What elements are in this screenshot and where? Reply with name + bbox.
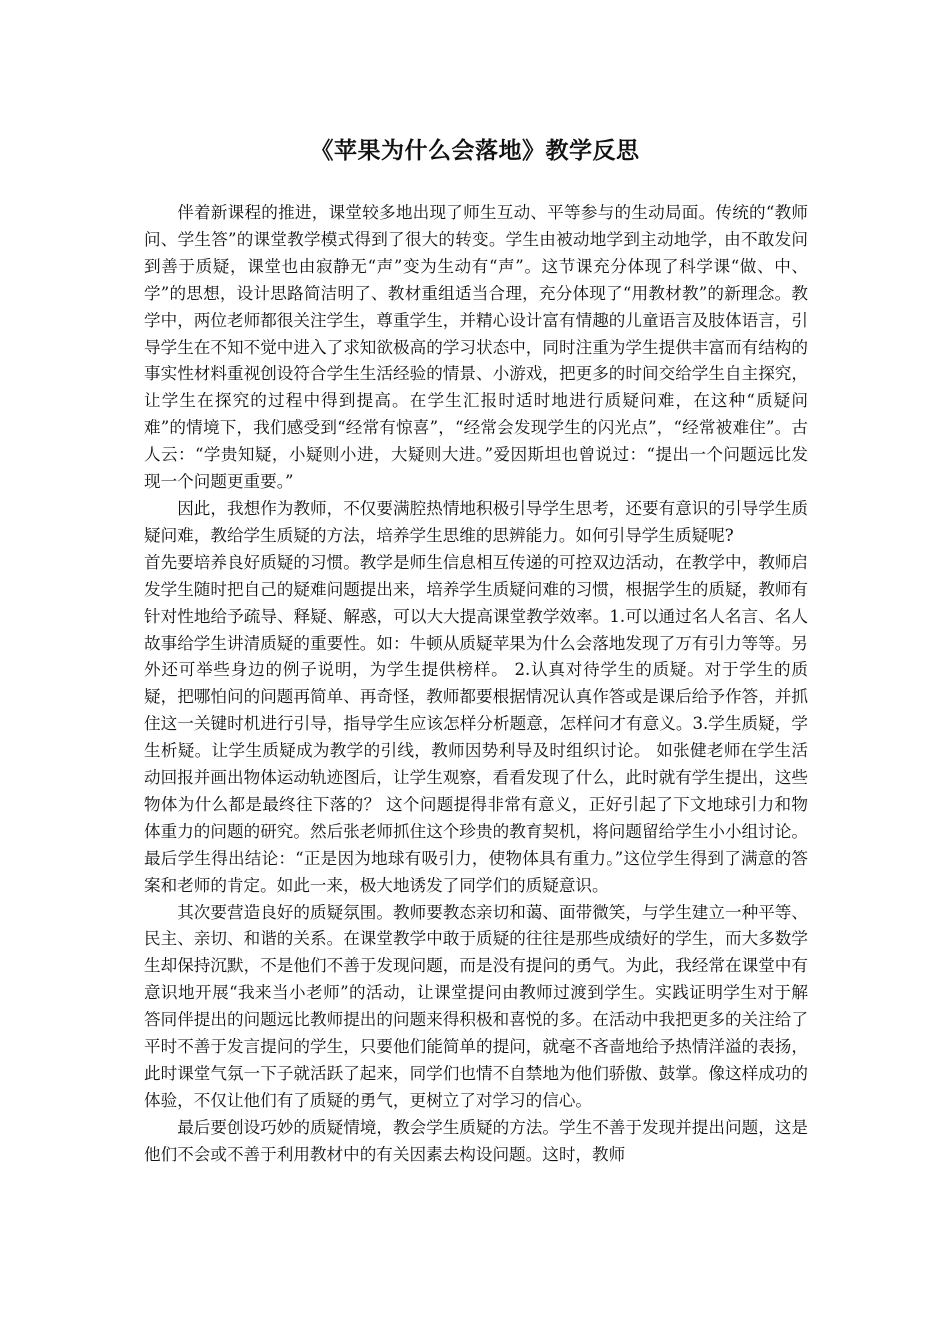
paragraph-2: 因此，我想作为教师，不仅要满腔热情地积极引导学生思考，还要有意识的引导学生质疑问难，教给学生质疑的方法，培养学生思维的思辨能力。如何引导学生质疑呢? <box>144 498 808 545</box>
paragraph-1: 伴着新课程的推进，课堂较多地出现了师生互动、平等参与的生动局面。传统的“教师问、学生答”的课堂教学模式得到了很大的转变。学生由被动地学到主动地学，由不敢发问到善于质疑，课堂也由寂静无“声”变为生动有“声”。这节课充分体现了科学课“做、中、学”的思想，设计思路简洁明了、教材重组适当合理，充分体现了“用教材教”的新理念。教学中，两位老师都很关注学生，尊重学生，并精心设计富有情趣的儿童语言及肢体语言，引导学生在不知不觉中进入了求知欲极高的学习状态中，同时注重为学生提供丰富而有结构的事实性材料重视创设符合学生生活经验的情景、小游戏，把更多的时间交给学生自主探究，让学生在探究的过程中得到提高。在学生汇报时适时地进行质疑问难，在这种“质疑问难”的情境下，我们感受到“经常有惊喜”，“经常会发现学生的闪光点”，“经常被难住”。古人云：“学贵知疑，小疑则小进，大疑则大进。”爱因斯坦也曾说过：“提出一个问题远比发现一个问题更重要。” <box>144 203 808 492</box>
document-body <box>144 200 808 1169</box>
paragraph-5: 最后要创设巧妙的质疑情境，教会学生质疑的方法。学生不善于发现并提出问题，这是他们不会或不善于利用教材中的有关因素去构设问题。这时，教师 <box>144 1117 808 1164</box>
paragraph-3: 首先要培养良好质疑的习惯。教学是师生信息相互传递的可控双边活动，在教学中，教师启发学生随时把自己的疑难问题提出来，培养学生质疑问难的习惯，根据学生的质疑，教师有针对性地给予疏导、释疑、解惑，可以大大提高课堂教学效率。1.可以通过名人名言、名人故事给学生讲清质疑的重要性。如：牛顿从质疑苹果为什么会落地发现了万有引力等等。另外还可举些身边的例子说明，为学生提供榜样。 2.认真对待学生的质疑。对于学生的质疑，把哪怕问的问题再简单、再奇怪，教师都要根据情况认真作答或是课后给予作答，并抓住这一关键时机进行引导，指导学生应该怎样分析题意，怎样问才有意义。3.学生质疑，学生析疑。让学生质疑成为教学的引线，教师因势利导及时组织讨论。 如张健老师在学生活动回报并画出物体运动轨迹图后，让学生观察，看看发现了什么，此时就有学生提出，这些物体为什么都是最终往下落的？ 这个问题提得非常有意义，正好引起了下文地球引力和物体重力的问题的研究。然后张老师抓住这个珍贵的教育契机，将问题留给学生小小组讨论。最后学生得出结论：“正是因为地球有吸引力，使物体具有重力。”这位学生得到了满意的答案和老师的肯定。如此一来，极大地诱发了同学们的质疑意识。 <box>144 552 808 895</box>
document-title: 《苹果为什么会落地》教学反思 <box>310 137 640 164</box>
paragraph-4: 其次要营造良好的质疑氛围。教师要教态亲切和蔼、面带微笑，与学生建立一种平等、民主、亲切、和谐的关系。在课堂教学中敢于质疑的往往是那些成绩好的学生，而大多数学生却保持沉默，不是他们不善于发现问题，而是没有提问的勇气。为此，我经常在课堂中有意识地开展“我来当小老师”的活动，让课堂提问由教师过渡到学生。实践证明学生对于解答同伴提出的问题远比教师提出的问题来得积极和喜悦的多。在活动中我把更多的关注给了平时不善于发言提问的学生，只要他们能简单的提问，就毫不吝啬地给予热情洋溢的表扬，此时课堂气氛一下子就活跃了起来，同学们也情不自禁地为他们骄傲、鼓掌。像这样成功的体验，不仅让他们有了质疑的勇气，更树立了对学习的信心。 <box>144 902 808 1110</box>
